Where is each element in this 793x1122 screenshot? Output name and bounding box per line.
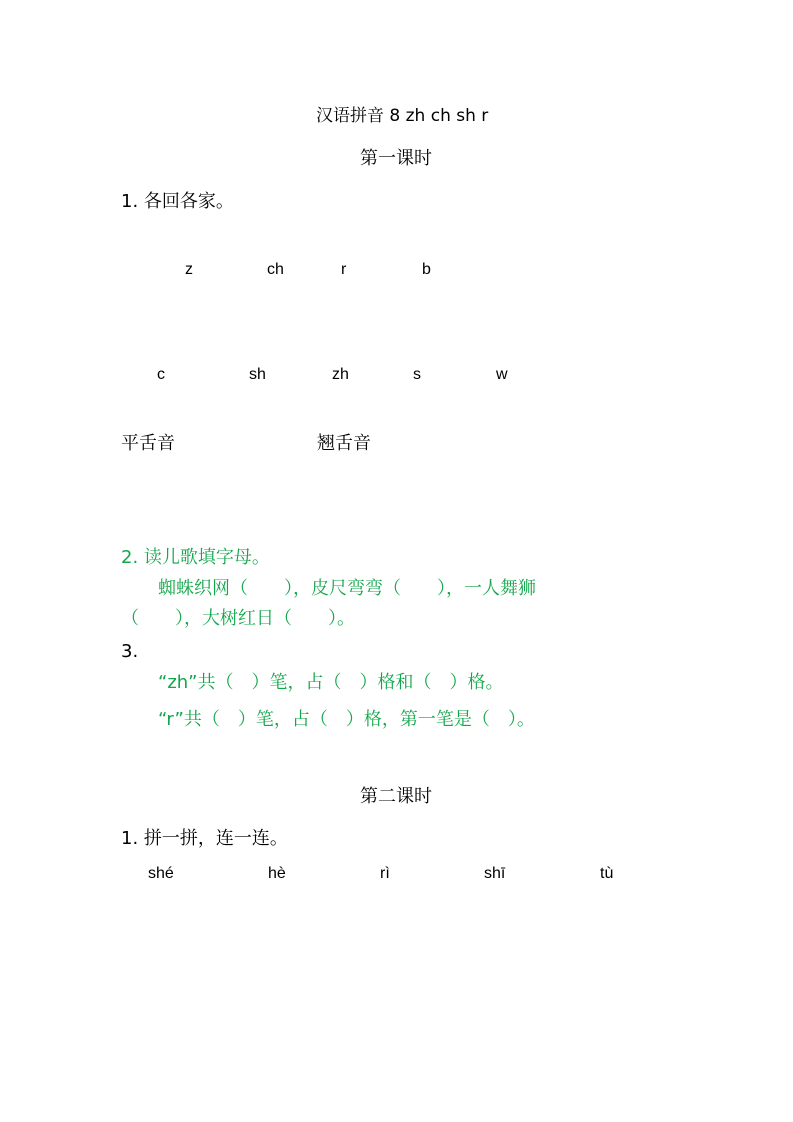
lesson-one-heading: 第一课时	[360, 148, 432, 169]
lesson2-question-1-label: 1. 拼一拼，连一连。	[121, 828, 288, 849]
pinyin-item[interactable]: hè	[268, 865, 286, 882]
question-2-label: 2. 读儿歌填字母。	[121, 547, 270, 568]
rhyme-line-1: 蜘蛛织网（ ），皮尺弯弯（ ），一人舞狮	[158, 578, 536, 599]
question-3-label: 3.	[121, 641, 139, 662]
group-flat-tongue[interactable]: 平舌音	[121, 433, 175, 454]
question-1-label: 1. 各回各家。	[121, 191, 234, 212]
group-retroflex[interactable]: 翘舌音	[317, 433, 371, 454]
page-title: 汉语拼音 8 zh ch sh r	[316, 106, 489, 126]
letter-item[interactable]: w	[496, 366, 508, 383]
letter-item[interactable]: b	[422, 261, 431, 278]
letter-item[interactable]: c	[157, 366, 165, 383]
letter-item[interactable]: s	[413, 366, 421, 383]
letter-item[interactable]: ch	[267, 261, 284, 278]
rhyme-line-2: （ ），大树红日（ ）。	[121, 608, 355, 629]
letter-item[interactable]: zh	[332, 366, 349, 383]
stroke-question-zh: “zh”共（ ）笔，占（ ）格和（ ）格。	[158, 672, 504, 693]
stroke-question-r: “r”共（ ）笔，占（ ）格，第一笔是（ ）。	[158, 709, 535, 730]
lesson-two-heading: 第二课时	[360, 786, 432, 807]
pinyin-item[interactable]: shī	[484, 865, 506, 882]
pinyin-item[interactable]: rì	[380, 865, 390, 882]
letter-item[interactable]: sh	[249, 366, 266, 383]
pinyin-item[interactable]: tù	[600, 865, 614, 882]
pinyin-item[interactable]: shé	[148, 865, 174, 882]
letter-item[interactable]: z	[185, 261, 193, 278]
letter-item[interactable]: r	[341, 261, 347, 278]
